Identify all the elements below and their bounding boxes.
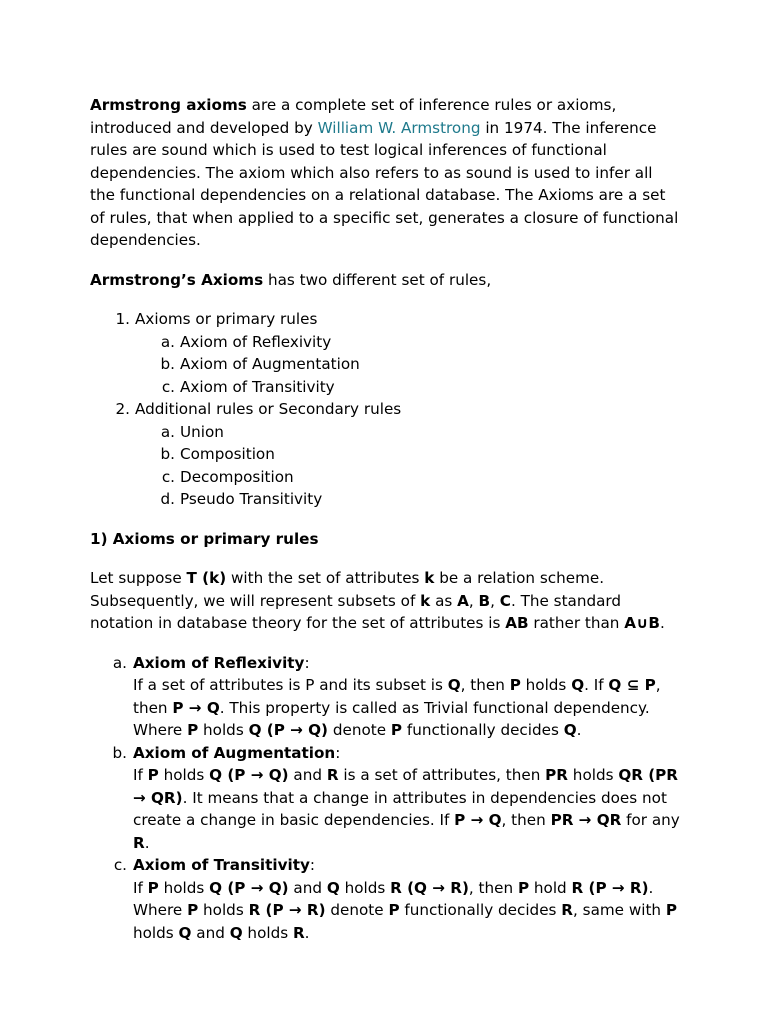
axiom-title: Axiom of Transitivity xyxy=(133,856,310,874)
axiom-bold-term: P xyxy=(390,721,403,739)
axiom-bold-term: Q ⊆ P xyxy=(608,676,656,694)
axiom-bold-term: Q (P → Q) xyxy=(209,878,289,897)
spacer xyxy=(90,550,680,567)
list-item-label: Axiom of Augmentation xyxy=(180,355,360,373)
list-marker: b. xyxy=(112,743,127,762)
axiom-text: holds xyxy=(133,923,179,942)
axiom-text: holds xyxy=(158,766,210,784)
axiom-bold-term: P xyxy=(517,878,530,897)
axiom-title-line xyxy=(133,742,680,765)
axiom-bold-term: P xyxy=(147,878,159,897)
axiom-title: Axiom of Reflexivity xyxy=(133,653,305,672)
armstrong-link[interactable]: William W. Armstrong xyxy=(317,118,481,137)
axiom-title-colon: : xyxy=(309,856,315,874)
notation-bold: k xyxy=(420,591,431,610)
axiom-bold-term: P xyxy=(665,901,678,919)
axiom-bold-term: P xyxy=(388,901,400,919)
list-marker: d. xyxy=(160,490,175,508)
list-item-level-1 xyxy=(90,398,680,421)
list-item-label: Union xyxy=(180,422,224,441)
axiom-bold-term: R (Q → R) xyxy=(390,878,469,897)
axiom-title-line xyxy=(133,854,680,877)
axiom-bold-term: P xyxy=(509,676,521,694)
axiom-text: , then xyxy=(460,676,510,694)
spacer xyxy=(90,635,680,652)
notation-text: , xyxy=(490,591,500,610)
notation-bold: k xyxy=(424,569,435,587)
notation-text: , xyxy=(468,591,479,610)
intro-paragraph xyxy=(90,94,680,252)
axiom-text: and xyxy=(288,878,327,897)
axiom-text: If a set of attributes is P and its subset is xyxy=(133,676,448,694)
axiom-bold-term: R xyxy=(326,766,339,784)
axiom-text: and xyxy=(288,766,327,784)
notation-bold: A∪B xyxy=(624,614,660,632)
axiom-text: . xyxy=(304,923,310,942)
notation-text: as xyxy=(430,591,458,610)
list-marker: a. xyxy=(112,653,127,672)
axiom-bold-term: P xyxy=(187,901,199,919)
axiom-item xyxy=(90,652,680,742)
two-sets-bold-lead: Armstrong’s Axioms xyxy=(90,270,264,289)
notation-text: with the set of attributes xyxy=(226,569,425,587)
axiom-description xyxy=(133,719,680,742)
list-item-label: Axiom of Transitivity xyxy=(180,377,335,396)
axiom-text: , then xyxy=(468,878,518,897)
rules-list xyxy=(90,308,680,511)
axiom-body xyxy=(133,652,680,742)
notation-text: . The standard notation in database theory for the set of attributes is xyxy=(90,591,622,632)
axiom-bold-term: Q xyxy=(178,923,192,942)
notation-text: . xyxy=(659,614,665,632)
list-item-level-2 xyxy=(90,466,680,489)
spacer xyxy=(90,511,680,528)
axiom-text: Where xyxy=(133,721,188,739)
list-item-label: Additional rules or Secondary rules xyxy=(135,400,402,418)
axiom-title-colon: : xyxy=(335,743,341,762)
intro-text-2: in 1974. The inference rules are sound which is used to test logical inferences of functional dependencies. The axiom which also refers to as sound is used to infer all the functional dependencies on a relational database. The Axioms are a set of rules, that when applied to a specific set, generates a closure of functional dependencies. xyxy=(90,118,679,249)
axiom-bold-term: PR xyxy=(545,766,568,784)
list-marker: c. xyxy=(161,377,175,396)
axiom-text: . This property is called as Trivial functional dependency. xyxy=(219,698,650,717)
list-marker: c. xyxy=(113,856,127,874)
axiom-bold-term: Q (P → Q) xyxy=(209,766,289,784)
axiom-text: , then xyxy=(133,676,661,717)
axiom-bold-term: P xyxy=(187,721,199,739)
axiom-bold-term: Q xyxy=(571,676,585,694)
axiom-text: holds xyxy=(242,923,293,942)
two-sets-text: has two different set of rules, xyxy=(263,270,492,289)
axiom-bold-term: P → Q xyxy=(454,811,502,829)
list-marker: c. xyxy=(161,467,175,486)
axiom-description xyxy=(133,877,680,945)
axiom-bold-term: Q (P → Q) xyxy=(248,721,329,739)
notation-bold: AB xyxy=(505,614,529,632)
axiom-description xyxy=(133,764,680,854)
notation-bold: T (k) xyxy=(186,569,227,587)
axiom-text: . If xyxy=(584,676,609,694)
axiom-text: If xyxy=(133,878,148,897)
axiom-bold-term: Q xyxy=(447,676,461,694)
axiom-title: Axiom of Augmentation xyxy=(133,743,336,762)
list-marker: b. xyxy=(160,355,175,373)
axiom-text: , same with xyxy=(573,901,666,919)
axiom-text: , then xyxy=(501,811,551,829)
spacer xyxy=(90,291,680,308)
list-item-label: Axioms or primary rules xyxy=(135,310,318,328)
two-sets-paragraph xyxy=(90,269,680,292)
notation-bold: A xyxy=(457,591,469,610)
axiom-text: denote xyxy=(325,901,389,919)
notation-text: be a relation scheme. Subsequently, we will represent subsets of xyxy=(90,569,605,610)
axiom-text: is a set of attributes, then xyxy=(338,766,546,784)
axiom-bold-term: P xyxy=(147,766,159,784)
notation-bold: B xyxy=(478,591,491,610)
axiom-bold-term: Q xyxy=(229,923,243,942)
axiom-title-line xyxy=(133,652,680,675)
list-marker: a. xyxy=(160,332,175,351)
axiom-text: holds xyxy=(158,878,210,897)
axiom-text: . xyxy=(144,833,150,852)
axiom-item xyxy=(90,854,680,944)
axiom-item xyxy=(90,742,680,855)
list-item-level-2 xyxy=(90,376,680,399)
axiom-text: hold xyxy=(529,878,572,897)
list-marker: b. xyxy=(160,445,175,463)
axiom-bold-term: R xyxy=(133,833,145,852)
axiom-bold-term: R xyxy=(292,923,305,942)
axiom-text: holds xyxy=(198,901,249,919)
intro-text-1: are a complete set of inference rules or axioms, introduced and developed by xyxy=(90,96,617,137)
spacer xyxy=(90,252,680,269)
axiom-text: holds xyxy=(339,878,391,897)
axiom-bold-term: R (P → R) xyxy=(571,878,649,897)
axiom-text: and xyxy=(191,923,230,942)
axiom-text: denote xyxy=(328,721,391,739)
axiom-bold-term: R xyxy=(561,901,573,919)
list-item-level-2 xyxy=(90,421,680,444)
list-item-label: Axiom of Reflexivity xyxy=(180,332,332,351)
axiom-text: holds xyxy=(198,721,249,739)
axioms-list xyxy=(90,652,680,945)
list-item-level-2 xyxy=(90,331,680,354)
axiom-text: holds xyxy=(520,676,572,694)
list-marker: 2. xyxy=(115,400,130,418)
axiom-body xyxy=(133,742,680,855)
axiom-text: . It means that a change in attributes in dependencies does not create a change in basic dependencies. If xyxy=(133,788,667,829)
axiom-bold-term: Q xyxy=(563,721,577,739)
axiom-text: for any xyxy=(621,811,680,829)
notation-paragraph xyxy=(90,567,680,635)
list-item-level-2 xyxy=(90,353,680,376)
axiom-text: . Where xyxy=(133,878,654,919)
notation-bold: C xyxy=(499,591,511,610)
notation-text: Let suppose xyxy=(90,569,187,587)
axiom-bold-term: R (P → R) xyxy=(248,901,326,919)
section-heading-text: 1) Axioms or primary rules xyxy=(90,529,319,548)
list-marker: a. xyxy=(160,422,175,441)
axiom-text: holds xyxy=(567,766,619,784)
axiom-title-colon: : xyxy=(304,653,310,672)
axiom-text: functionally decides xyxy=(402,721,564,739)
section-heading xyxy=(90,528,680,551)
list-item-label: Composition xyxy=(180,445,275,463)
notation-text: rather than xyxy=(528,614,625,632)
list-item-level-2 xyxy=(90,443,680,466)
list-marker: 1. xyxy=(115,310,130,328)
axiom-body xyxy=(133,854,680,944)
axiom-text: If xyxy=(133,766,148,784)
axiom-bold-term: P → Q xyxy=(172,698,220,717)
list-item-level-2 xyxy=(90,488,680,511)
list-item-label: Pseudo Transitivity xyxy=(180,490,323,508)
axiom-text: . xyxy=(576,721,582,739)
intro-bold-lead: Armstrong axioms xyxy=(90,96,247,114)
axiom-description xyxy=(133,674,680,719)
document-content xyxy=(90,94,680,944)
list-item-level-1 xyxy=(90,308,680,331)
list-item-label: Decomposition xyxy=(180,467,294,486)
axiom-bold-term: QR (PR → QR) xyxy=(133,766,679,807)
axiom-text: functionally decides xyxy=(399,901,562,919)
axiom-bold-term: PR → QR xyxy=(550,811,622,829)
axiom-bold-term: Q xyxy=(326,878,340,897)
